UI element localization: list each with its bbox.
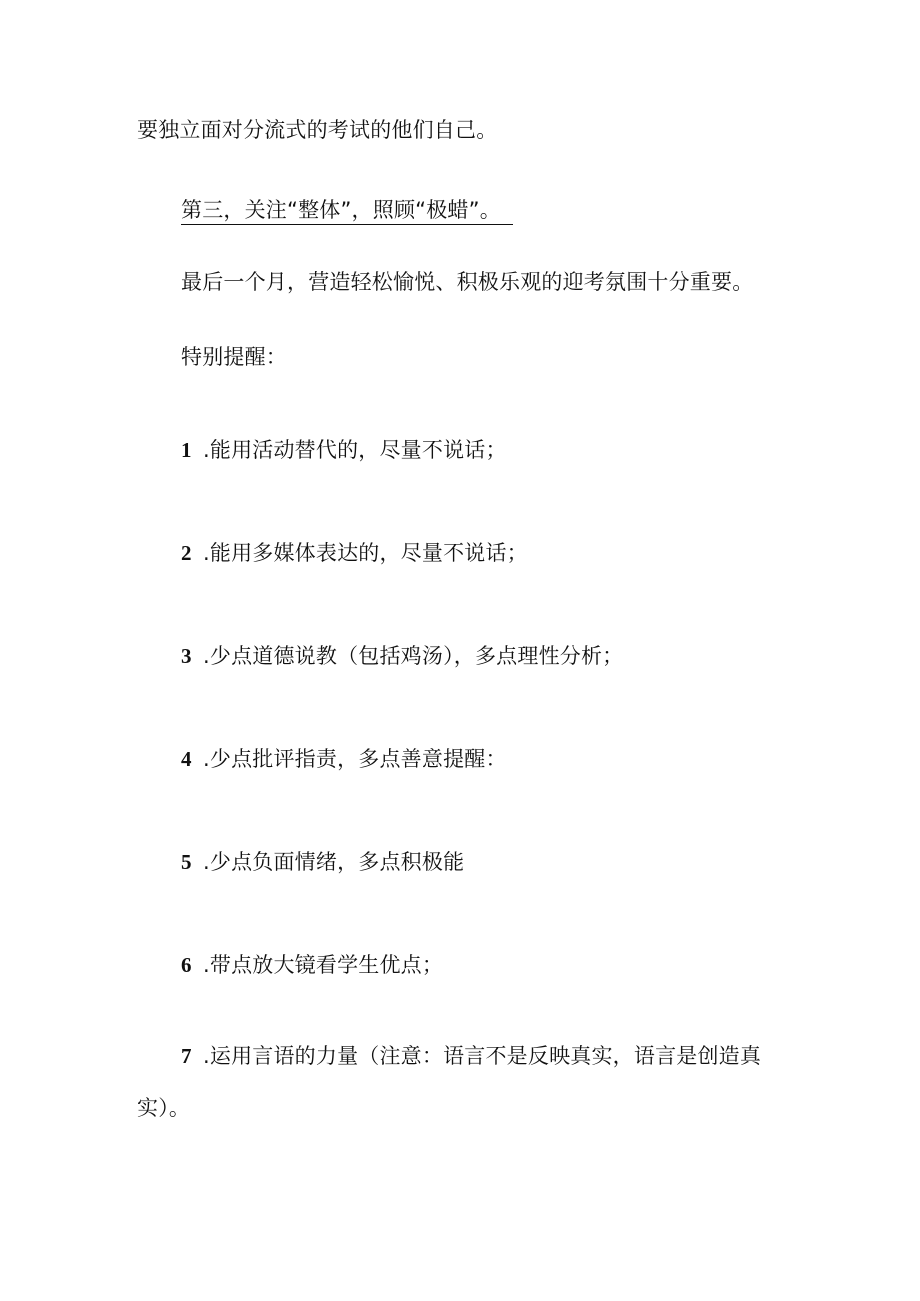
list-item-number: 6 [181, 953, 192, 977]
list-item [181, 539, 528, 567]
list-item-number: 4 [181, 747, 192, 771]
list-item [181, 745, 507, 773]
list-item-number: 2 [181, 541, 192, 565]
list-item-text: .少点批评指责，多点善意提醒： [203, 747, 507, 771]
list-item-text: .带点放大镜看学生优点； [203, 953, 444, 977]
section-heading-line [181, 196, 513, 224]
list-item [181, 848, 464, 876]
list-item [181, 1042, 761, 1070]
list-item-text: .少点负面情绪，多点积极能 [203, 850, 465, 874]
list-item-number: 1 [181, 438, 192, 462]
list-item-number: 7 [181, 1044, 192, 1068]
list-item [181, 436, 507, 464]
list-item-number: 3 [181, 644, 192, 668]
section-heading: 第三，关注“整体”，照顾“极蜡”。 [181, 198, 513, 225]
list-item-text: .能用活动替代的，尽量不说话； [203, 438, 507, 462]
intro-paragraph: 最后一个月，营造轻松愉悦、积极乐观的迎考氛围十分重要。 [181, 270, 754, 294]
continuation-text: 要独立面对分流式的考试的他们自己。 [137, 118, 498, 142]
list-item [181, 642, 623, 670]
list-item-continuation: 实）。 [137, 1096, 191, 1120]
list-item-text: .运用言语的力量（注意：语言不是反映真实，语言是创造真 [203, 1044, 762, 1068]
list-item-number: 5 [181, 850, 192, 874]
reminder-label: 特别提醒： [181, 345, 287, 369]
list-item-text: .能用多媒体表达的，尽量不说话； [203, 541, 528, 565]
list-item-text: .少点道德说教（包括鸡汤），多点理性分析； [203, 644, 624, 668]
list-item [181, 951, 443, 979]
